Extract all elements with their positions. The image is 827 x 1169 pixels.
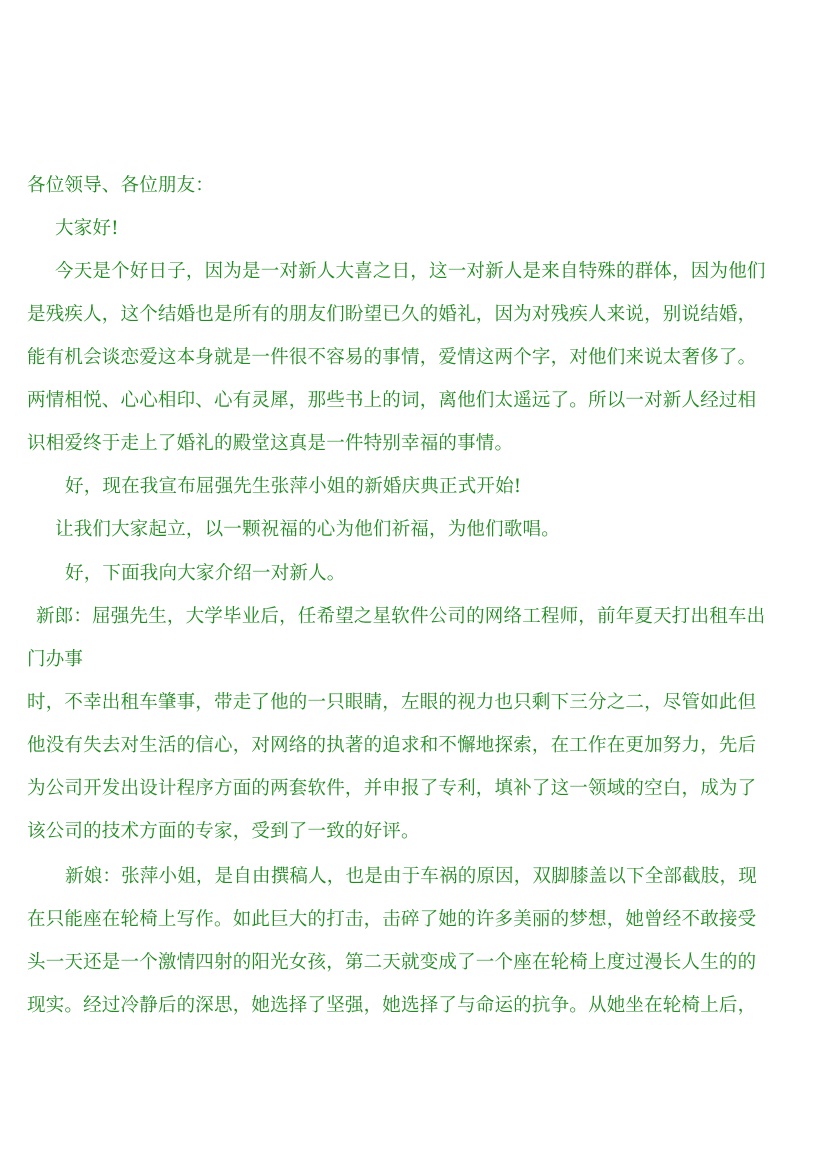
paragraph-line: 两情相悦、心心相印、心有灵犀，那些书上的词，离他们太遥远了。所以一对新人经过相 xyxy=(27,390,757,411)
paragraph-line: 时，不幸出租车肇事，带走了他的一只眼睛，左眼的视力也只剩下三分之二，尽管如此但 xyxy=(27,692,757,713)
paragraph-line: 该公司的技术方面的专家，受到了一致的好评。 xyxy=(27,821,420,842)
paragraph-line: 为公司开发出设计程序方面的两套软件，并申报了专利，填补了这一领域的空白，成为了 xyxy=(27,778,757,799)
bride-intro-line: 新娘：张萍小姐，是自由撰稿人，也是由于车祸的原因，双脚膝盖以下全部截肢，现 xyxy=(65,866,757,887)
paragraph-line: 能有机会谈恋爱这本身就是一件很不容易的事情，爱情这两个字，对他们来说太奢侈了。 xyxy=(27,347,757,368)
paragraph-line: 他没有失去对生活的信心，对网络的执著的追求和不懈地探索，在工作在更加努力，先后 xyxy=(27,735,757,756)
paragraph-line: 头一天还是一个激情四射的阳光女孩，第二天就变成了一个座在轮椅上度过漫长人生的的 xyxy=(27,952,757,973)
groom-intro-line: 新郎：屈强先生，大学毕业后，任希望之星软件公司的网络工程师，前年夏天打出租车出 xyxy=(36,606,766,627)
paragraph-line: 识相爱终于走上了婚礼的殿堂这真是一件特别幸福的事情。 xyxy=(27,433,514,454)
paragraph-line: 让我们大家起立，以一颗祝福的心为他们祈福，为他们歌唱。 xyxy=(55,519,560,540)
paragraph-line: 在只能座在轮椅上写作。如此巨大的打击，击碎了她的许多美丽的梦想，她曾经不敢接受 xyxy=(27,909,757,930)
paragraph-line: 今天是个好日子，因为是一对新人大喜之日，这一对新人是来自特殊的群体，因为他们 xyxy=(55,261,766,282)
paragraph-line: 现实。经过冷静后的深思，她选择了坚强，她选择了与命运的抗争。从她坐在轮椅上后， xyxy=(27,995,757,1016)
salutation-line: 各位领导、各位朋友： xyxy=(27,175,215,196)
paragraph-line: 门办事 xyxy=(27,649,84,670)
announcement-line: 好，现在我宣布屈强先生张萍小姐的新婚庆典正式开始! xyxy=(65,476,522,497)
greeting-line: 大家好! xyxy=(55,218,119,239)
paragraph-line: 好，下面我向大家介绍一对新人。 xyxy=(65,563,346,584)
paragraph-line: 是残疾人，这个结婚也是所有的朋友们盼望已久的婚礼，因为对残疾人来说，别说结婚， xyxy=(27,304,757,325)
